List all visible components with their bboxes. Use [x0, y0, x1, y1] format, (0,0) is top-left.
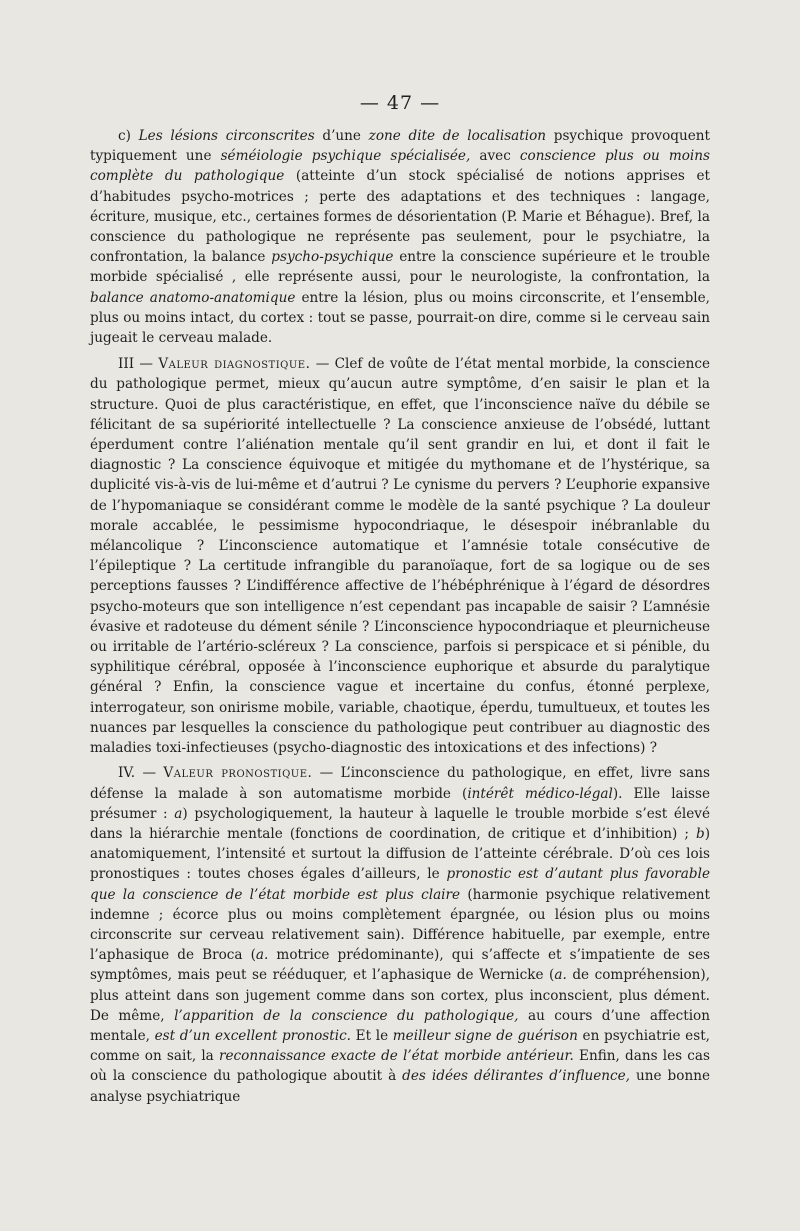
section-heading-diagnostique: Valeur diagnostique.	[158, 356, 311, 373]
section-heading-pronostique: Valeur pronostique.	[163, 765, 313, 782]
page-number: — 47 —	[359, 92, 441, 114]
paragraph-iv-valeur-pronostique: IV. — Valeur pronostique. — L’inconscience du pathologique, en effet, livre sans défense la malade à son automatisme morbide (intérêt médico-légal). Elle laisse présumer : a) psychologiquement, la hauteur à laquelle le trouble morbide s’est élevé dans la hiérarchie mentale (fonctions de coordination, de critique et d’inhibition) ; b) anatomiquement, l’intensité et surtout la diffusion de l’atteinte cérébrale. D’où ces lois pronostiques : toutes choses égales d’ailleurs, le pronostic est d’autant plus favorable que la conscience de l’état morbide est plus claire (harmonie psychique relativement indemne ; écorce plus ou moins complètement épargnée, ou lésion plus ou moins circonscrite sur cerveau relativement sain). Différence habituelle, par exemple, entre l’aphasique de Broca (a. motrice prédominante), qui s’affecte et s’impatiente de ses symptômes, mais peut se rééduquer, et l’aphasique de Wernicke (a. de compréhension), plus atteint dans son jugement comme dans son cortex, plus inconscient, plus dément. De même, l’apparition de la conscience du pathologique, au cours d’une affection mentale, est d’un excellent pronostic. Et le meilleur signe de guérison en psychiatrie est, comme on sait, la reconnaissance exacte de l’état morbide antérieur. Enfin, dans les cas où la conscience du pathologique aboutit à des idées délirantes d’influence, une bonne analyse psychiatrique	[90, 765, 711, 1105]
page-body	[90, 126, 710, 1107]
paragraph-c-lesions: c) Les lésions circonscrites d’une zone dite de localisation psychique provoquent typiquement une séméiologie psychique spécialisée, avec conscience plus ou moins complète du pathologique (atteinte d’un stock spécialisé de notions apprises et d’habitudes psycho-motrices ; perte des adaptations et des techniques : langage, écriture, musique, etc., certaines formes de désorientation (P. Marie et Béhague). Bref, la conscience du pathologique ne représente pas seulement, pour le psychiatre, la confrontation, la balance psycho-psychique entre la conscience supérieure et le trouble morbide spécialisé , elle représente aussi, pour le neurologiste, la confrontation, la balance anatomo-anatomique entre la lésion, plus ou moins circonscrite, et l’ensemble, plus ou moins intact, du cortex : tout se passe, pourrait-on dire, comme si le cerveau sain jugeait le cerveau malade.	[90, 128, 711, 347]
paragraph-iii-valeur-diagnostique: III — Valeur diagnostique. — Clef de voûte de l’état mental morbide, la conscience du pathologique permet, mieux qu’aucun autre symptôme, d’en saisir le plan et la structure. Quoi de plus caractéristique, en effet, que l’inconscience naïve du débile se félicitant de sa supériorité intellectuelle ? La conscience anxieuse de l’obsédé, luttant éperdument contre l’aliénation mentale qu’il sent grandir en lui, et dont il fait le diagnostic ? La conscience équivoque et mitigée du mythomane et de l’hystérique, sa duplicité vis-à-vis de lui-même et d’autrui ? Le cynisme du pervers ? L’euphorie expansive de l’hypomaniaque se considérant comme le modèle de la santé psychique ? La douleur morale accablée, le pessimisme hypocondriaque, le désespoir inébranlable du mélancolique ? L’inconscience automatique et l’amnésie totale consécutive de l’épileptique ? La certitude infrangible du paranoïaque, fort de sa logique ou de ses perceptions fausses ? L’indifférence affective de l’hébéphrénique à l’égard de désordres psycho-moteurs que son intelligence n’est cependant pas incapable de saisir ? L’amnésie évasive et radoteuse du dément sénile ? L’inconscience hypocondriaque et pleurnicheuse ou irritable de l’artério-scléreux ? La conscience, parfois si perspicace et si pénible, du syphilitique cérébral, opposée à l’inconscience euphorique et absurde du paralytique général ? Enfin, la conscience vague et incertaine du confus, étonné perplexe, interrogateur, son onirisme mobile, variable, chaotique, éperdu, tumultueux, et toutes les nuances par lesquelles la conscience du pathologique peut contribuer au diagnostic des maladies toxi-infectieuses (psycho-diagnostic des intoxications et des infections) ?	[90, 356, 710, 757]
